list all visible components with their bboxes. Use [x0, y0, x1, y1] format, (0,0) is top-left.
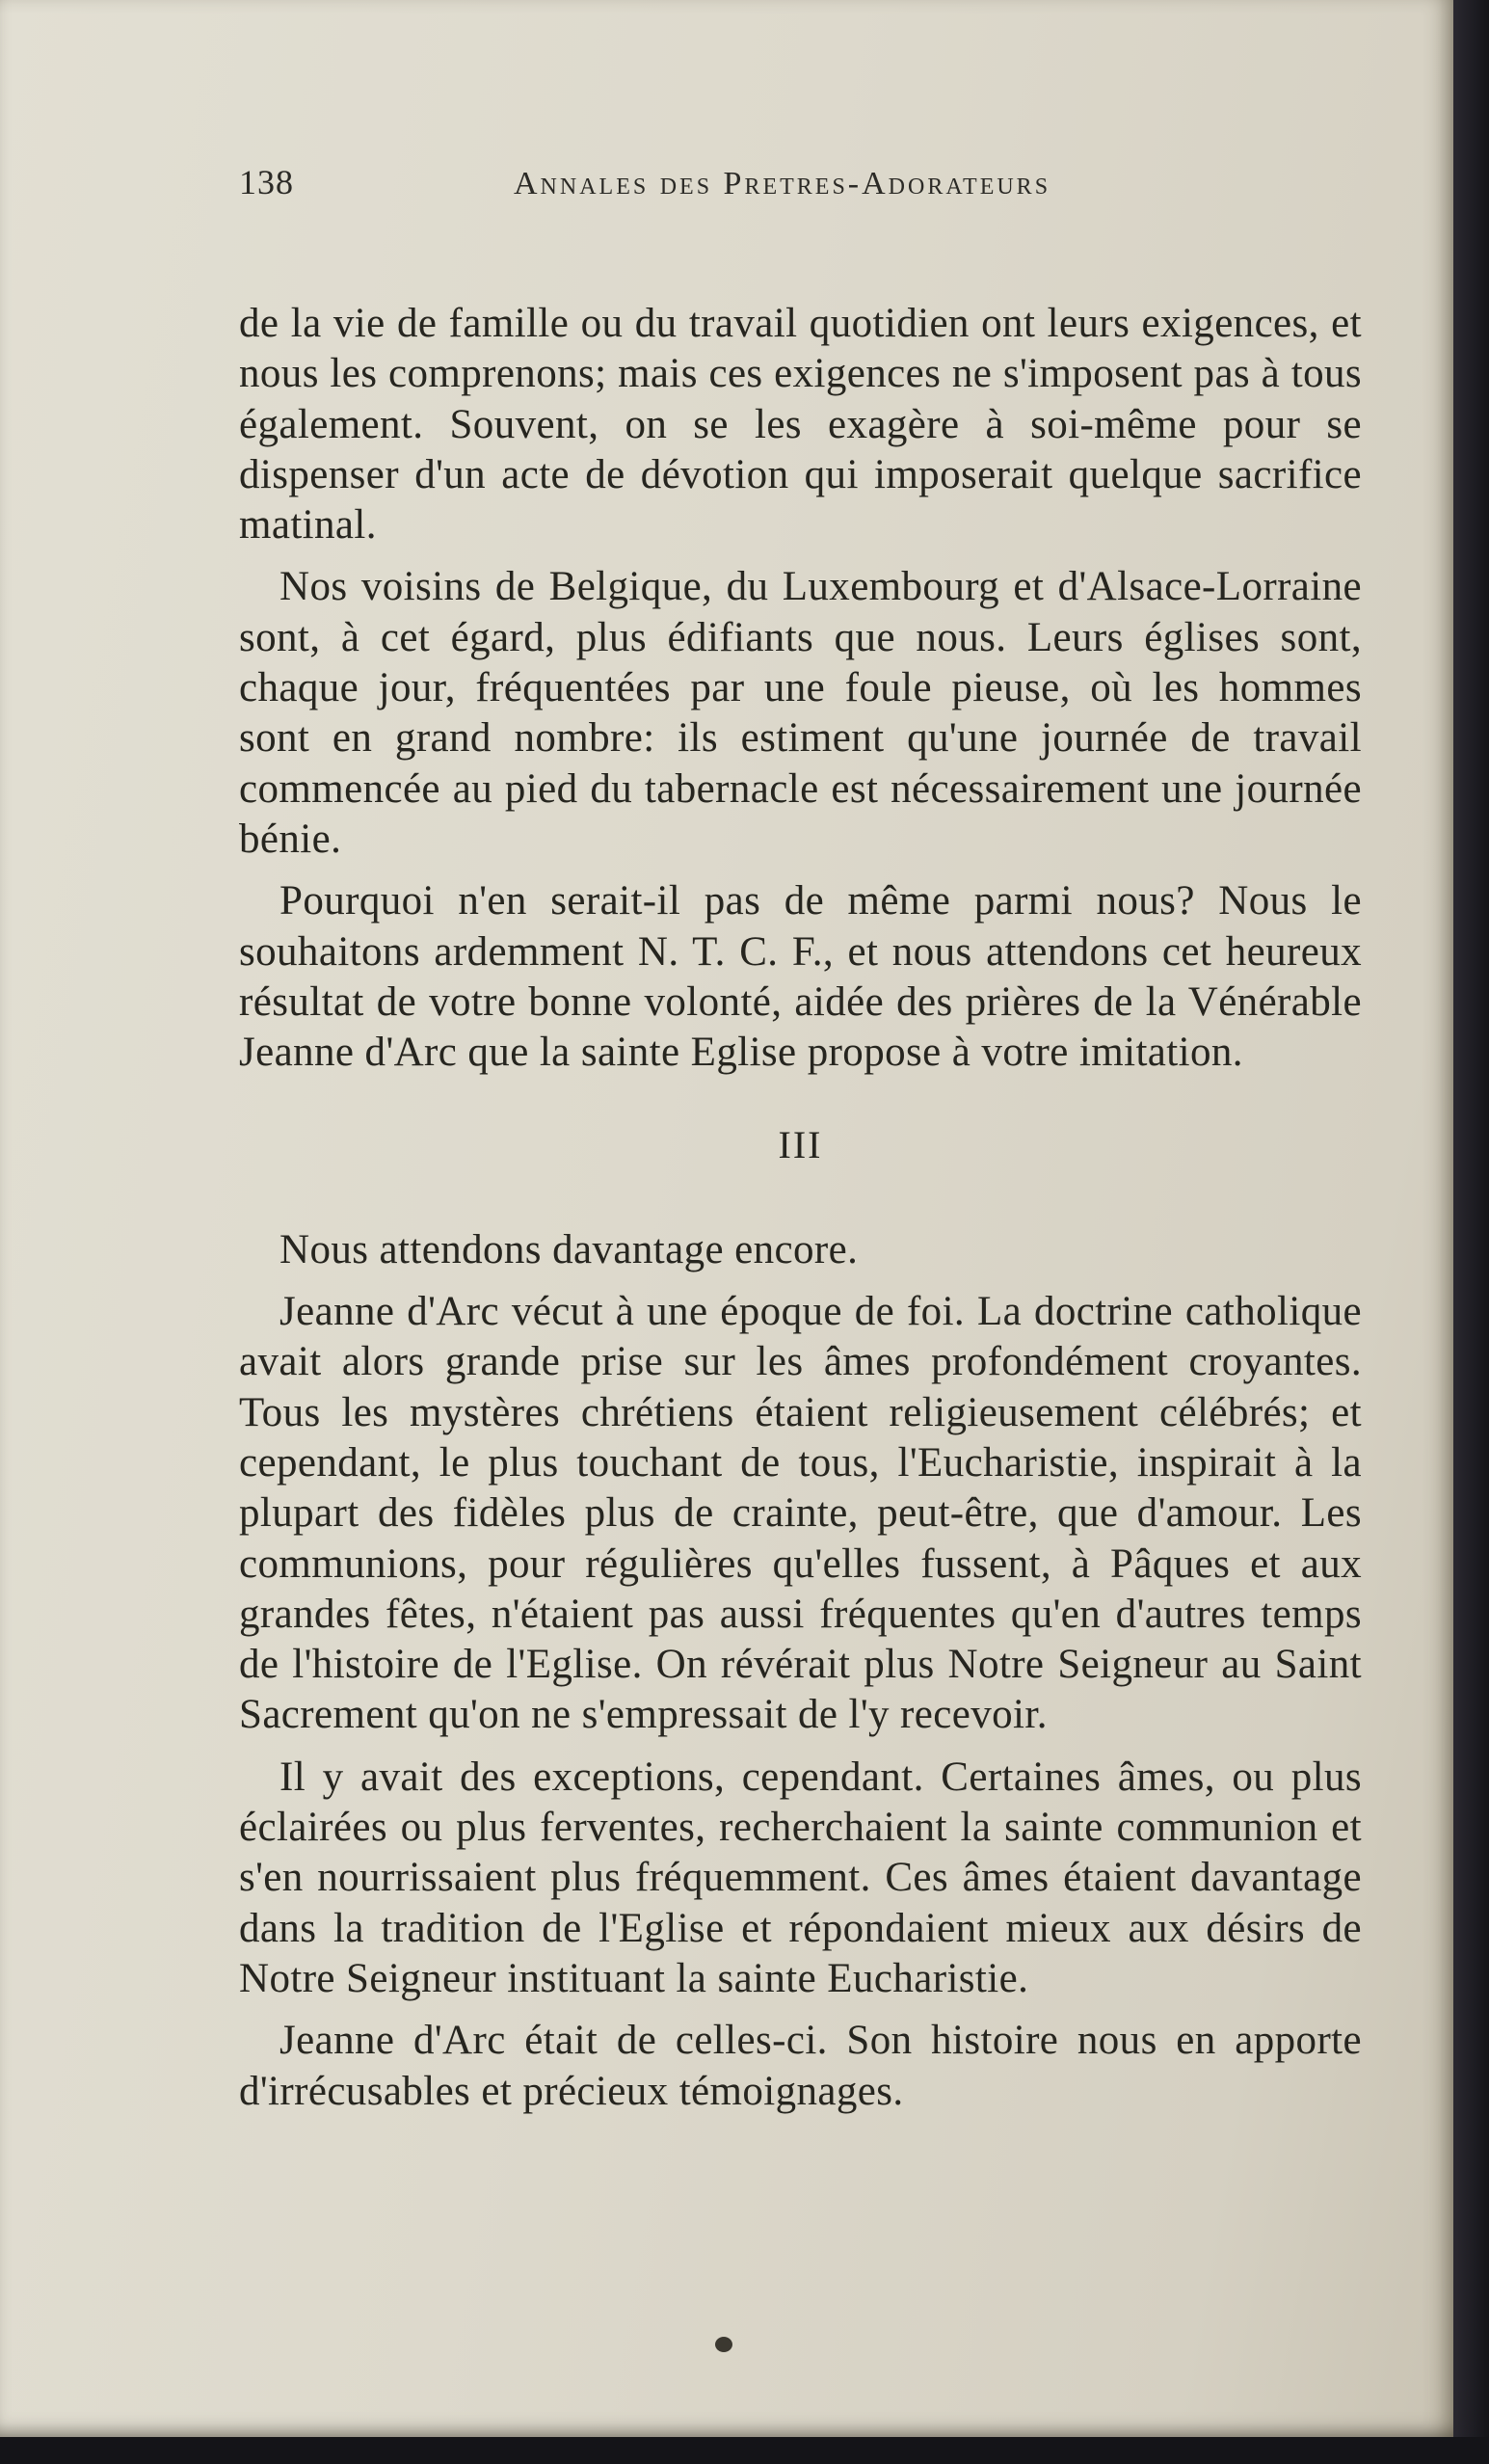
paragraph: Pourquoi n'en serait-il pas de même parmi nous? Nous le souhaitons ardemment N. T. C. F., et nous attendons cet heureux résultat de votre bonne volonté, aidée des prières de la Vénérable Jeanne d'Arc que la sainte Eglise propose à votre imitation. — [239, 878, 1362, 1076]
paragraph-continued: de la vie de famille ou du travail quotidien ont leurs exigences, et nous les comprenons; mais ces exigences ne s'imposent pas à tous également. Souvent, on se les exagère à soi-même pour se dispenser d'un acte de dévotion qui imposerait quelque sacrifice matinal. — [239, 301, 1362, 549]
paragraph: Nos voisins de Belgique, du Luxembourg et d'Alsace-Lorraine sont, à cet égard, plus édifiants que nous. Leurs églises sont, chaque jour, fréquentées par une foule pieuse, où les hommes sont en grand nombre: ils estiment qu'une journée de travail commencée au pied du tabernacle est nécessairement une journée bénie. — [239, 564, 1362, 862]
book-bottom-edge — [0, 2437, 1489, 2464]
printer-mark — [715, 2337, 732, 2352]
running-head — [239, 162, 1347, 220]
paragraph: Jeanne d'Arc vécut à une époque de foi. La doctrine catholique avait alors grande prise sur les âmes profondément croyantes. Tous les mystères chrétiens étaient religieusement célébrés; et cependant, le plus touchant de tous, l'Eucharistie, inspirait à la plupart des fidèles plus de crainte, peut-être, que d'amour. Les communions, pour régulières qu'elles fussent, à Pâques et aux grandes fêtes, n'étaient pas aussi fréquentes qu'en d'autres temps de l'histoire de l'Eglise. On révérait plus Notre Seigneur au Saint Sacrement qu'on ne s'empressait de l'y recevoir. — [239, 1289, 1362, 1738]
page-number: 138 — [239, 163, 294, 201]
body-text — [239, 299, 1362, 2117]
paragraph: Il y avait des exceptions, cependant. Certaines âmes, ou plus éclairées ou plus ferventes, recherchaient la sainte communion et s'en nourrissaient plus fréquemment. Ces âmes étaient davantage dans la tradition de l'Eglise et répondaient mieux aux désirs de Notre Seigneur instituant la sainte Eucharistie. — [239, 1754, 1362, 2001]
paragraph: Nous attendons davantage encore. — [279, 1226, 859, 1272]
section-heading: III — [778, 1123, 823, 1167]
book-gutter-edge — [1453, 0, 1489, 2464]
running-title: Annales des Pretres-Adorateurs — [514, 166, 1051, 201]
paragraph: Jeanne d'Arc était de celles-ci. Son histoire nous en apporte d'irrécusables et précieux témoignages. — [239, 2018, 1362, 2114]
